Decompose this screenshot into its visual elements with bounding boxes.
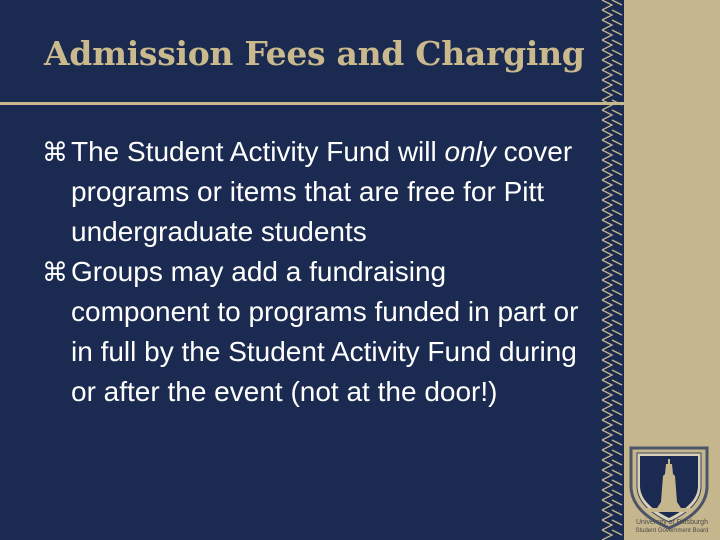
- slide-title: Admission Fees and Charging: [44, 34, 585, 73]
- logo-board-name: Student Government Board: [635, 528, 709, 534]
- logo-university-name: University of Pittsburgh: [636, 519, 708, 526]
- bullet-text-pre: The Student Activity Fund will: [71, 136, 445, 167]
- bullet-text: Groups may add a fundraising component to programs funded in part or in full by the Student Activity Fund during or after the event (not at the door!): [71, 256, 579, 407]
- bullet-item: [42, 252, 582, 412]
- bullet-text-post: cover programs or items that are free for Pitt undergraduate students: [71, 136, 573, 247]
- command-bullet-icon: ⌘: [42, 257, 68, 287]
- title-divider: [0, 102, 624, 105]
- command-bullet-icon: ⌘: [42, 137, 68, 167]
- bullet-item: [42, 132, 582, 252]
- bullet-text-emphasis: only: [444, 136, 496, 167]
- bullet-list: [42, 132, 582, 412]
- zigzag-border: [590, 0, 624, 540]
